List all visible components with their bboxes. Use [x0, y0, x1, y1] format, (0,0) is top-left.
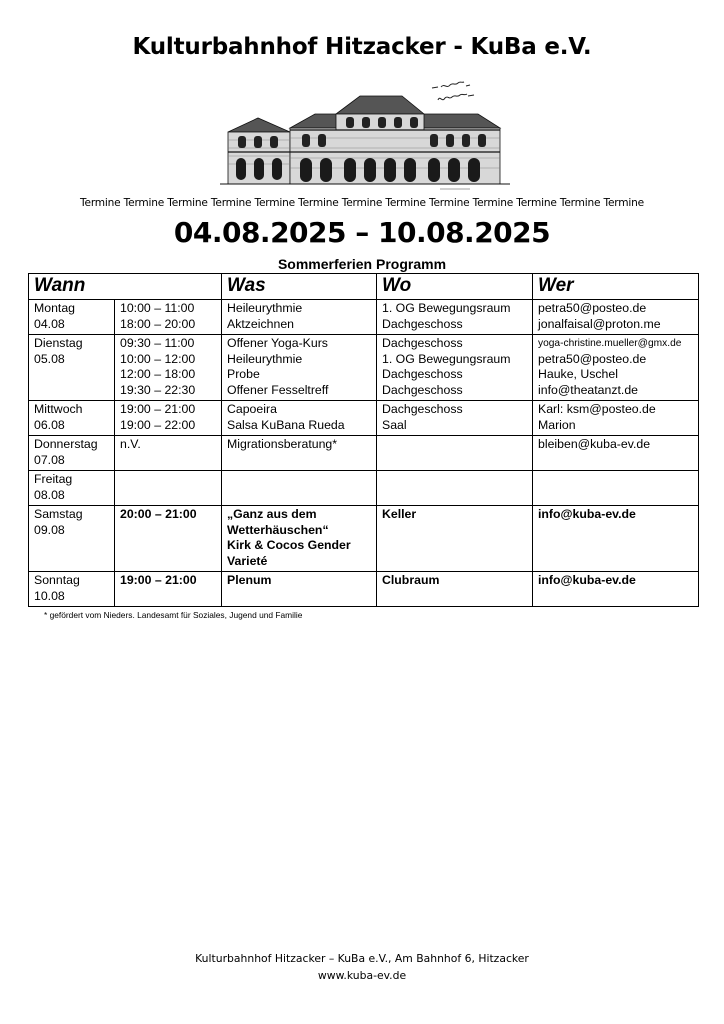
- day-date: 08.08: [34, 487, 65, 502]
- was-cell: [222, 436, 377, 471]
- time-slot: 09:30 – 11:00: [120, 336, 195, 350]
- time-cell: [115, 335, 222, 401]
- day-name: Dienstag: [34, 336, 83, 350]
- table-row: [29, 401, 699, 436]
- footnote: * gefördert vom Nieders. Landesamt für Soziales, Jugend und Familie: [44, 610, 303, 620]
- day-cell: [29, 300, 115, 335]
- table-header-row: [29, 274, 699, 300]
- wer-cell: [533, 401, 699, 436]
- wo-cell: [377, 471, 533, 506]
- schedule-table: [28, 273, 699, 607]
- time-slot: 19:30 – 22:30: [120, 382, 196, 397]
- day-cell: [29, 572, 115, 607]
- time-slot: 10:00 – 11:00: [120, 301, 195, 315]
- time-cell: [115, 471, 222, 506]
- location: 1. OG Bewegungsraum: [382, 301, 511, 315]
- event-name: Offener Yoga-Kurs: [227, 336, 328, 350]
- was-cell: [222, 471, 377, 506]
- wer-cell: [533, 335, 699, 401]
- contact: jonalfaisal@proton.me: [538, 316, 661, 331]
- event-name: Probe: [227, 367, 260, 381]
- was-cell: [222, 506, 377, 572]
- contact: yoga-christine.mueller@gmx.de: [538, 338, 682, 349]
- location: Dachgeschoss: [382, 402, 463, 416]
- time-slot: 19:00 – 21:00: [120, 573, 197, 587]
- table-row: [29, 471, 699, 506]
- event-name: Heileurythmie: [227, 351, 303, 366]
- time-slot: 19:00 – 21:00: [120, 402, 196, 416]
- contact: info@kuba-ev.de: [538, 507, 636, 521]
- day-cell: [29, 401, 115, 436]
- event-name: Capoeira: [227, 402, 277, 416]
- contact: Marion: [538, 417, 576, 432]
- wo-cell: [377, 572, 533, 607]
- event-name: Salsa KuBana Rueda: [227, 417, 345, 432]
- termine-line: Termine Termine Termine Termine Termine Termine Termine Termine Termine Termine Termine Termine Termine: [80, 197, 644, 209]
- time-slot: 18:00 – 20:00: [120, 316, 196, 331]
- event-name: Migrationsberatung*: [227, 437, 338, 451]
- time-slot: 20:00 – 21:00: [120, 507, 197, 521]
- location: Keller: [382, 507, 417, 521]
- wo-cell: [377, 300, 533, 335]
- wer-cell: [533, 300, 699, 335]
- day-date: 06.08: [34, 417, 65, 432]
- contact: bleiben@kuba-ev.de: [538, 437, 651, 451]
- event-name: Heileurythmie: [227, 301, 303, 315]
- day-cell: [29, 436, 115, 471]
- header-wann: Wann: [29, 274, 222, 300]
- wo-cell: [377, 506, 533, 572]
- contact: Hauke, Uschel: [538, 367, 618, 381]
- day-name: Sonntag: [34, 573, 80, 587]
- time-slot: 10:00 – 12:00: [120, 351, 196, 366]
- time-slot: 19:00 – 22:00: [120, 417, 196, 432]
- header-wo: Wo: [377, 274, 533, 300]
- day-cell: [29, 471, 115, 506]
- contact: info@theatanzt.de: [538, 382, 638, 397]
- contact: Karl: ksm@posteo.de: [538, 402, 656, 416]
- day-cell: [29, 335, 115, 401]
- table-row: [29, 335, 699, 401]
- wo-cell: [377, 335, 533, 401]
- day-name: Montag: [34, 301, 76, 315]
- date-range: 04.08.2025 – 10.08.2025: [173, 216, 551, 249]
- program-subtitle: Sommerferien Programm: [277, 256, 447, 272]
- wo-cell: [377, 436, 533, 471]
- was-cell: [222, 335, 377, 401]
- day-name: Donnerstag: [34, 437, 98, 451]
- contact: petra50@posteo.de: [538, 301, 647, 315]
- contact: petra50@posteo.de: [538, 351, 647, 366]
- was-cell: [222, 572, 377, 607]
- wer-cell: [533, 436, 699, 471]
- time-slot: n.V.: [120, 437, 141, 451]
- location: Dachgeschoss: [382, 367, 463, 381]
- location: Dachgeschoss: [382, 382, 463, 397]
- day-date: 07.08: [34, 452, 65, 467]
- was-cell: [222, 300, 377, 335]
- contact: info@kuba-ev.de: [538, 573, 636, 587]
- table-row: [29, 436, 699, 471]
- day-date: 10.08: [34, 588, 65, 603]
- location: Dachgeschoss: [382, 336, 463, 350]
- table-row: [29, 300, 699, 335]
- footer-website: www.kuba-ev.de: [317, 969, 407, 982]
- day-name: Freitag: [34, 472, 73, 486]
- page-title: Kulturbahnhof Hitzacker - KuBa e.V.: [132, 34, 592, 60]
- day-name: Mittwoch: [34, 402, 83, 416]
- table-row: [29, 506, 699, 572]
- event-name: Plenum: [227, 573, 272, 587]
- time-cell: [115, 436, 222, 471]
- wer-cell: [533, 572, 699, 607]
- event-name: Varieté: [227, 553, 268, 568]
- location: Saal: [382, 417, 407, 432]
- footer-address: Kulturbahnhof Hitzacker – KuBa e.V., Am Bahnhof 6, Hitzacker: [195, 952, 529, 965]
- time-cell: [115, 506, 222, 572]
- header-was: Was: [222, 274, 377, 300]
- event-name: „Ganz aus dem: [227, 507, 317, 521]
- location: Clubraum: [382, 573, 440, 587]
- day-date: 04.08: [34, 316, 65, 331]
- event-name: Aktzeichnen: [227, 316, 294, 331]
- time-slot: 12:00 – 18:00: [120, 367, 196, 381]
- time-cell: [115, 401, 222, 436]
- table-row: [29, 572, 699, 607]
- was-cell: [222, 401, 377, 436]
- station-building-drawing: [220, 74, 510, 196]
- event-name: Wetterhäuschen“: [227, 522, 329, 537]
- time-cell: [115, 300, 222, 335]
- header-wer: Wer: [533, 274, 699, 300]
- location: 1. OG Bewegungsraum: [382, 351, 511, 366]
- wer-cell: [533, 506, 699, 572]
- time-cell: [115, 572, 222, 607]
- wo-cell: [377, 401, 533, 436]
- day-cell: [29, 506, 115, 572]
- event-name: Kirk & Cocos Gender: [227, 538, 351, 552]
- event-name: Offener Fesseltreff: [227, 382, 329, 397]
- day-name: Samstag: [34, 507, 83, 521]
- wer-cell: [533, 471, 699, 506]
- day-date: 09.08: [34, 522, 65, 537]
- location: Dachgeschoss: [382, 316, 463, 331]
- page-footer: [0, 950, 724, 984]
- day-date: 05.08: [34, 351, 65, 366]
